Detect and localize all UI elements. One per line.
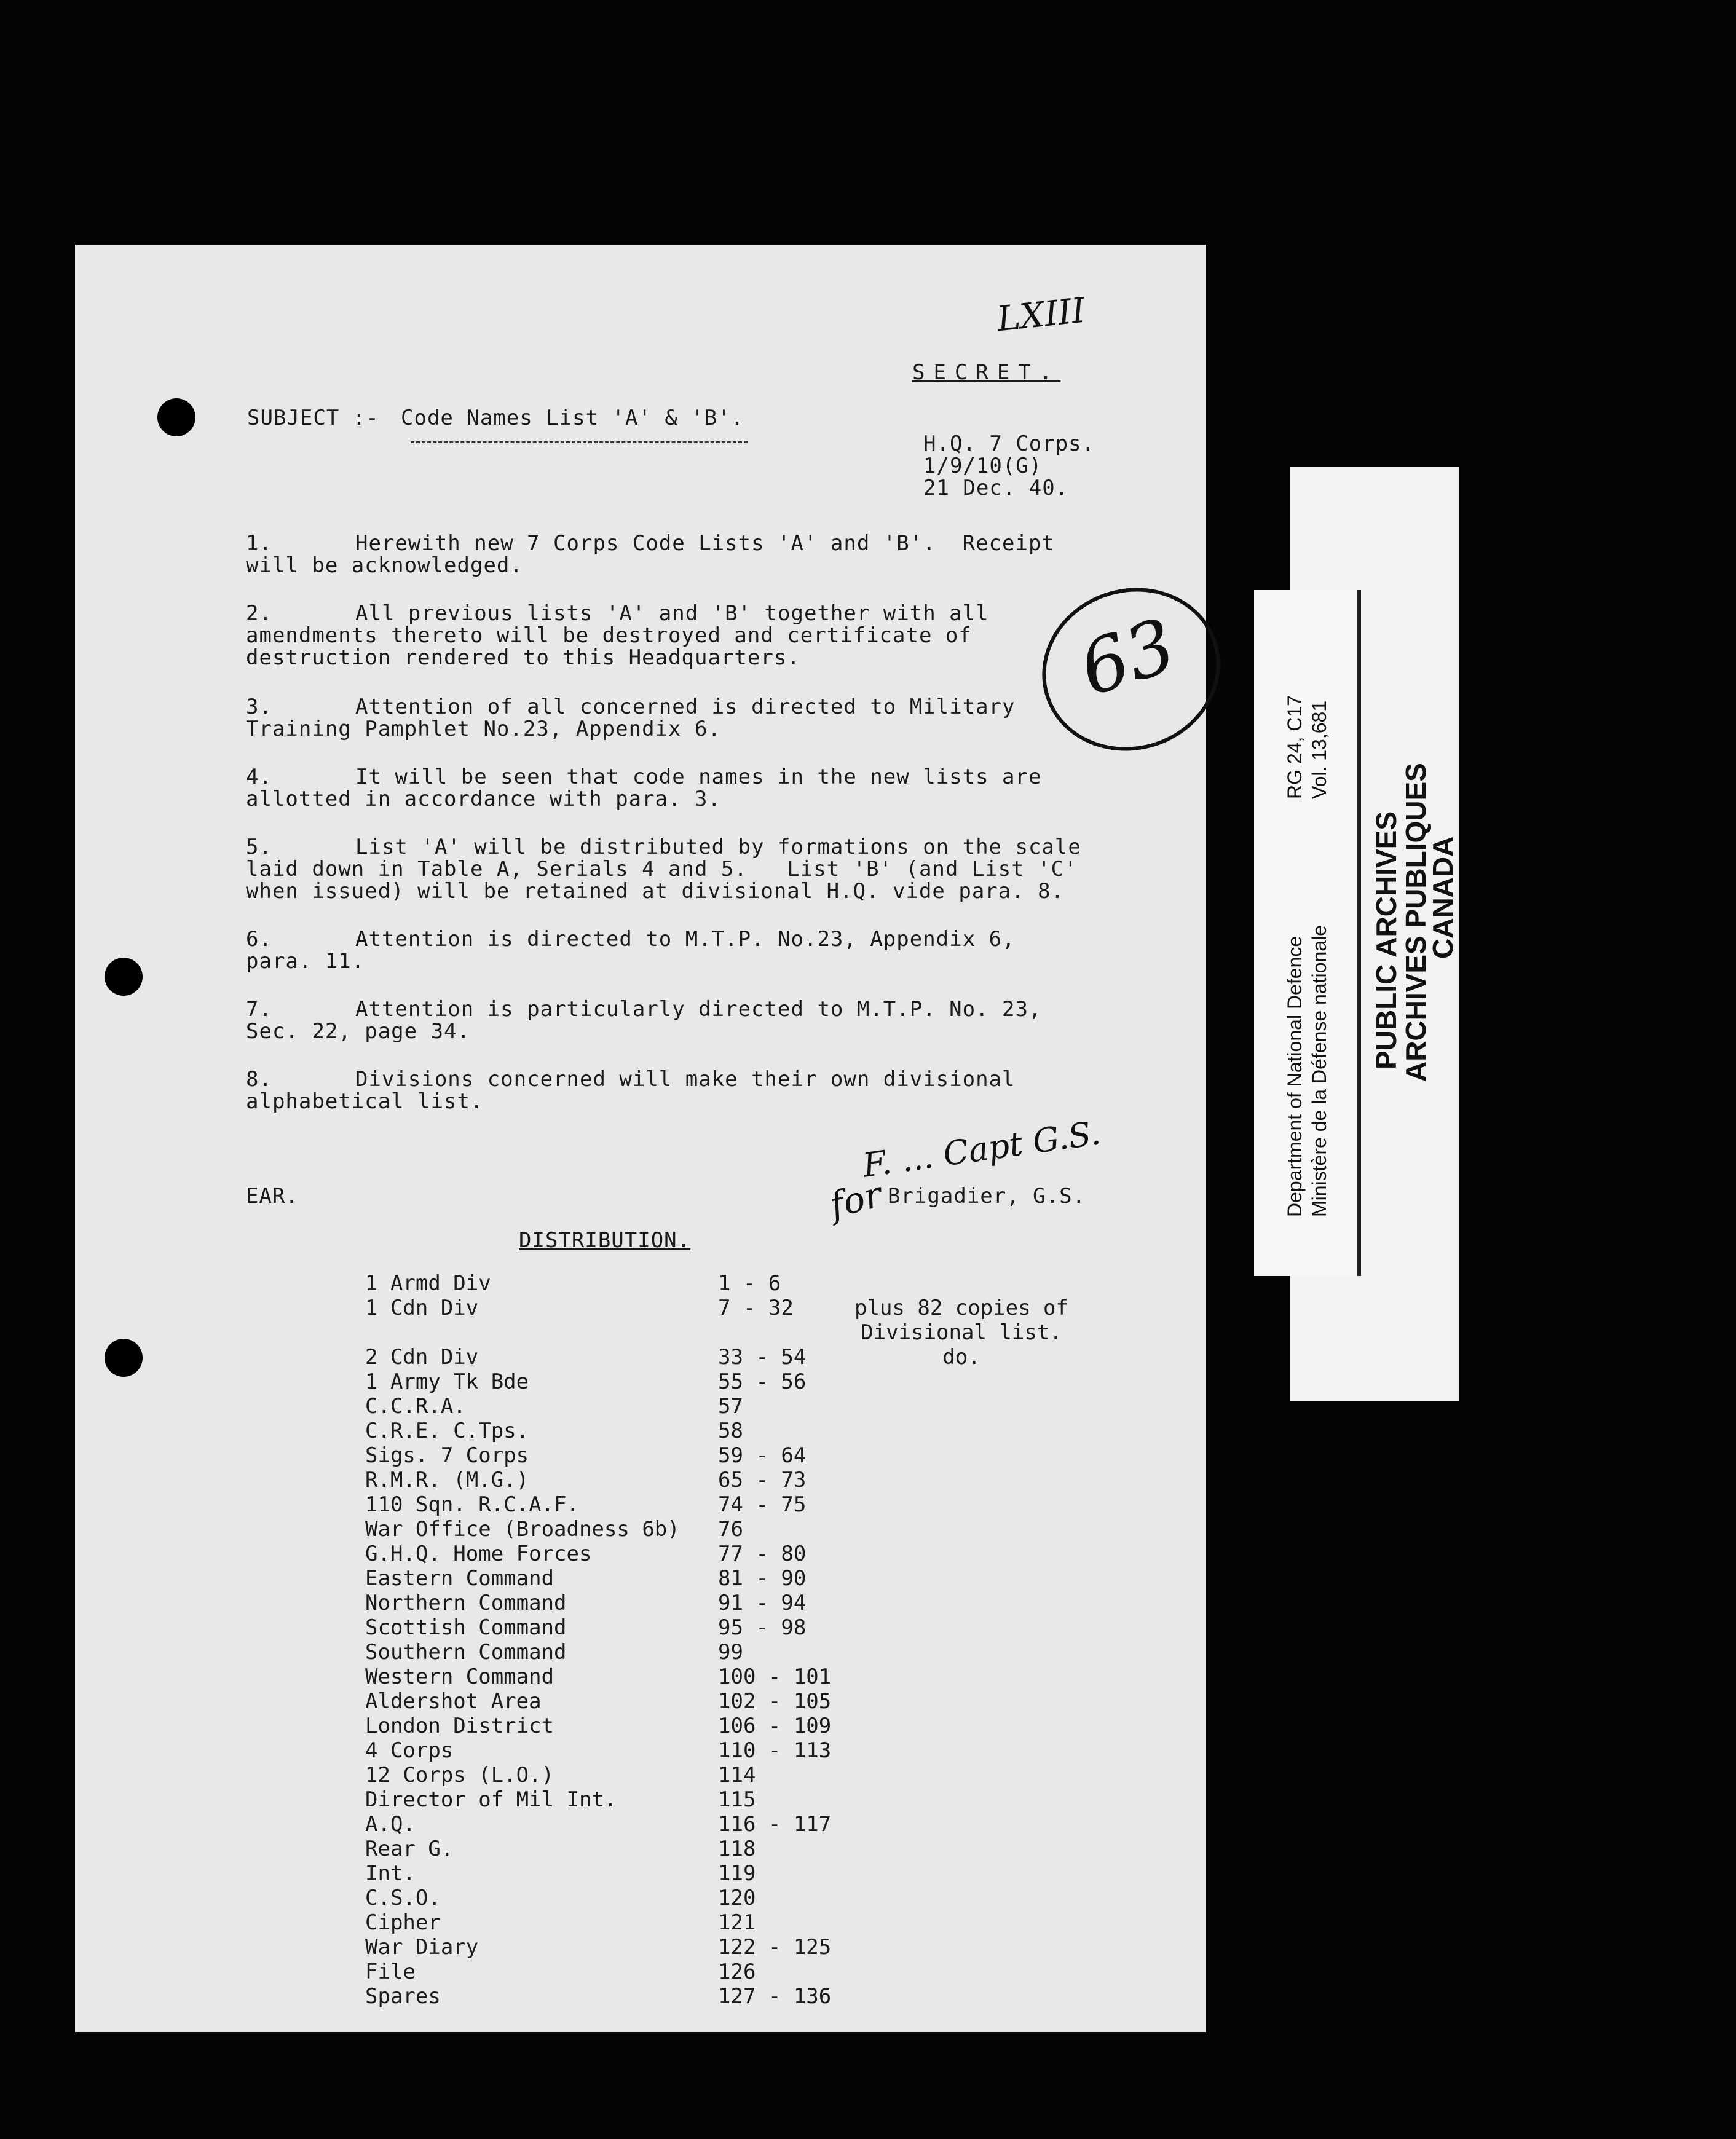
recipient-name: London District — [365, 1714, 554, 1738]
recipient-name: Cipher — [365, 1910, 441, 1935]
distribution-row — [365, 1738, 1091, 1763]
paragraph-line: amendments thereto will be destroyed and certificate of — [246, 623, 972, 648]
distribution-row — [365, 1960, 1091, 1984]
copy-numbers: 95 - 98 — [718, 1615, 807, 1640]
distribution-note — [832, 1763, 1091, 1787]
recipient-name: Western Command — [365, 1664, 554, 1689]
distribution-row — [365, 1935, 1091, 1960]
distribution-note — [832, 1542, 1091, 1566]
paragraph-number: 3. — [246, 695, 272, 719]
recipient-name: 1 Armd Div — [365, 1271, 491, 1296]
document-date: 21 Dec. 40. — [923, 476, 1069, 500]
distribution-row — [365, 1664, 1091, 1689]
handwritten-signature: F. ... Capt G.S. — [860, 1113, 1103, 1185]
copy-numbers: 100 - 101 — [718, 1664, 832, 1689]
recipient-name: 1 Cdn Div — [365, 1296, 479, 1320]
distribution-row — [365, 1345, 1091, 1369]
distribution-note — [832, 1910, 1091, 1935]
recipient-name: 110 Sqn. R.C.A.F. — [365, 1492, 579, 1517]
distribution-note: do. — [942, 1345, 980, 1369]
recipient-name: Aldershot Area — [365, 1689, 542, 1714]
paragraph-line: when issued) will be retained at divisional H.Q. vide para. 8. — [246, 879, 1065, 904]
paragraph-line: laid down in Table A, Serials 4 and 5. List 'B' (and List 'C' — [246, 857, 1078, 881]
copy-numbers: 74 - 75 — [718, 1492, 807, 1517]
distribution-row — [365, 1443, 1091, 1468]
paragraph-line: It will be seen that code names in the new lists are — [355, 765, 1042, 789]
distribution-row — [365, 1812, 1091, 1837]
copy-numbers: 119 — [718, 1861, 756, 1886]
copy-numbers: 121 — [718, 1910, 756, 1935]
punch-hole-top — [157, 398, 195, 436]
paragraph-line: allotted in accordance with para. 3. — [246, 787, 721, 811]
copy-numbers: 59 - 64 — [718, 1443, 807, 1468]
copy-numbers: 114 — [718, 1763, 756, 1787]
recipient-name: Scottish Command — [365, 1615, 567, 1640]
recipient-name: 2 Cdn Div — [365, 1345, 479, 1369]
distribution-row — [365, 1984, 1091, 2009]
paragraph-number: 7. — [246, 997, 272, 1022]
distribution-row — [365, 1886, 1091, 1910]
distribution-row — [365, 1837, 1091, 1861]
distribution-list — [365, 1271, 1091, 2009]
paragraph-line: Attention of all concerned is directed to Military — [355, 695, 1016, 719]
distribution-row — [365, 1714, 1091, 1738]
punch-hole-bottom — [105, 1339, 143, 1377]
recipient-name: Director of Mil Int. — [365, 1787, 617, 1812]
paragraph-line: destruction rendered to this Headquarters. — [246, 645, 800, 670]
recipient-name: 12 Corps (L.O.) — [365, 1763, 554, 1787]
paragraph-number: 4. — [246, 765, 272, 789]
recipient-name: 4 Corps — [365, 1738, 454, 1763]
punch-hole-middle — [105, 958, 143, 996]
distribution-note — [832, 1664, 1091, 1689]
recipient-name: Spares — [365, 1984, 441, 2009]
archive-volume: Vol. 13,681 — [1308, 700, 1330, 799]
paragraph-number: 2. — [246, 601, 272, 626]
paragraph-line: Training Pamphlet No.23, Appendix 6. — [246, 717, 721, 741]
archive-country: CANADA — [1427, 836, 1459, 959]
handwritten-reference: LXIII — [995, 290, 1087, 340]
distribution-note — [832, 1689, 1091, 1714]
copy-numbers: 91 - 94 — [718, 1591, 807, 1615]
copy-numbers: 126 — [718, 1960, 756, 1984]
recipient-name: C.C.R.A. — [365, 1394, 466, 1419]
recipient-name: A.Q. — [365, 1812, 416, 1837]
copy-numbers: 81 - 90 — [718, 1566, 807, 1591]
recipient-name: War Diary — [365, 1935, 479, 1960]
distribution-row — [365, 1787, 1091, 1812]
distribution-note — [832, 1517, 1091, 1542]
department-en: Department of National Defence — [1284, 936, 1306, 1217]
distribution-note: Divisional list. — [861, 1320, 1062, 1345]
paragraph-line: All previous lists 'A' and 'B' together with all — [355, 601, 989, 626]
paragraph-line: will be acknowledged. — [246, 553, 523, 578]
copy-numbers: 77 - 80 — [718, 1542, 807, 1566]
copy-numbers: 127 - 136 — [718, 1984, 832, 2009]
distribution-row — [365, 1271, 1091, 1296]
recipient-name: C.S.O. — [365, 1886, 441, 1910]
distribution-note — [832, 1615, 1091, 1640]
recipient-name: R.M.R. (M.G.) — [365, 1468, 529, 1492]
paragraph-line: alphabetical list. — [246, 1089, 484, 1114]
distribution-note: plus 82 copies of — [854, 1296, 1068, 1320]
copy-numbers — [718, 1320, 832, 1345]
distribution-row — [365, 1296, 1091, 1320]
archive-institution-en: PUBLIC ARCHIVES — [1370, 811, 1402, 1070]
distribution-row — [365, 1542, 1091, 1566]
distribution-note — [832, 1591, 1091, 1615]
distribution-row — [365, 1861, 1091, 1886]
distribution-note — [832, 1394, 1091, 1419]
distribution-note — [832, 1492, 1091, 1517]
subject-label: SUBJECT :- — [247, 406, 379, 430]
distribution-row — [365, 1591, 1091, 1615]
copy-numbers: 110 - 113 — [718, 1738, 832, 1763]
archive-reference-card — [1254, 590, 1361, 1276]
copy-numbers: 65 - 73 — [718, 1468, 807, 1492]
signatory-title: Brigadier, G.S. — [888, 1184, 1086, 1208]
distribution-table — [365, 1271, 1091, 2009]
recipient-name: C.R.E. C.Tps. — [365, 1419, 529, 1443]
distribution-note — [832, 1468, 1091, 1492]
recipient-name: Sigs. 7 Corps — [365, 1443, 529, 1468]
paragraph-line: Divisions concerned will make their own divisional — [355, 1067, 1016, 1092]
distribution-note — [832, 1271, 1091, 1296]
distribution-note — [832, 1837, 1091, 1861]
recipient-name: Int. — [365, 1861, 416, 1886]
distribution-row — [365, 1320, 1091, 1345]
distribution-note — [832, 1566, 1091, 1591]
paragraph-line: Sec. 22, page 34. — [246, 1019, 470, 1044]
copy-numbers: 33 - 54 — [718, 1345, 807, 1369]
subject-text: Code Names List 'A' & 'B'. — [401, 406, 744, 430]
copy-numbers: 118 — [718, 1837, 756, 1861]
distribution-note — [832, 1886, 1091, 1910]
distribution-row — [365, 1910, 1091, 1935]
department-fr: Ministère de la Défense nationale — [1308, 925, 1330, 1217]
paragraph-line: Herewith new 7 Corps Code Lists 'A' and 'B'. Receipt — [355, 531, 1055, 556]
distribution-row — [365, 1419, 1091, 1443]
distribution-row — [365, 1763, 1091, 1787]
distribution-note — [832, 1935, 1091, 1960]
classification-marking: SECRET. — [912, 360, 1061, 385]
distribution-note — [832, 1369, 1091, 1394]
folio-number: 63 — [1070, 602, 1186, 714]
paragraph-number: 5. — [246, 835, 272, 859]
distribution-row — [365, 1615, 1091, 1640]
copy-numbers: 7 - 32 — [718, 1296, 794, 1320]
copy-numbers: 106 - 109 — [718, 1714, 832, 1738]
archive-record-group: RG 24, C17 — [1284, 695, 1306, 799]
distribution-note — [832, 1960, 1091, 1984]
paragraph-number: 8. — [246, 1067, 272, 1092]
subject-underline — [411, 441, 748, 443]
copy-numbers: 116 - 117 — [718, 1812, 832, 1837]
hq-name: H.Q. 7 Corps. — [923, 431, 1095, 456]
distribution-note — [832, 1984, 1091, 2009]
copy-numbers: 58 — [718, 1419, 743, 1443]
distribution-row — [365, 1468, 1091, 1492]
paragraph-line: para. 11. — [246, 949, 365, 974]
copy-numbers: 55 - 56 — [718, 1369, 807, 1394]
recipient-name: 1 Army Tk Bde — [365, 1369, 529, 1394]
copy-numbers: 99 — [718, 1640, 743, 1664]
distribution-row — [365, 1640, 1091, 1664]
distribution-note — [832, 1714, 1091, 1738]
distribution-note — [832, 1443, 1091, 1468]
distribution-note — [832, 1861, 1091, 1886]
distribution-note — [832, 1738, 1091, 1763]
distribution-row — [365, 1517, 1091, 1542]
copy-numbers: 122 - 125 — [718, 1935, 832, 1960]
recipient-name: War Office (Broadness 6b) — [365, 1517, 680, 1542]
paragraph-number: 6. — [246, 927, 272, 951]
distribution-row — [365, 1566, 1091, 1591]
folio-number-circle — [1021, 565, 1242, 773]
paragraph-number: 1. — [246, 531, 272, 556]
paragraph-line: Attention is particularly directed to M.T.P. No. 23, — [355, 997, 1042, 1022]
document-page — [75, 245, 1206, 2032]
file-reference: 1/9/10(G) — [923, 454, 1043, 478]
copy-numbers: 1 - 6 — [718, 1271, 781, 1296]
archive-institution-fr: ARCHIVES PUBLIQUES — [1400, 763, 1432, 1082]
copy-numbers: 57 — [718, 1394, 743, 1419]
copy-numbers: 115 — [718, 1787, 756, 1812]
distribution-heading: DISTRIBUTION. — [519, 1228, 691, 1253]
recipient-name: Rear G. — [365, 1837, 454, 1861]
distribution-note — [832, 1812, 1091, 1837]
recipient-name — [365, 1320, 718, 1345]
recipient-name: Northern Command — [365, 1591, 567, 1615]
recipient-name: G.H.Q. Home Forces — [365, 1542, 592, 1566]
recipient-name: Southern Command — [365, 1640, 567, 1664]
distribution-note — [832, 1787, 1091, 1812]
paragraph-line: List 'A' will be distributed by formations on the scale — [355, 835, 1081, 859]
copy-numbers: 120 — [718, 1886, 756, 1910]
distribution-row — [365, 1492, 1091, 1517]
copy-numbers: 102 - 105 — [718, 1689, 832, 1714]
handwritten-for: for — [826, 1173, 886, 1227]
distribution-row — [365, 1689, 1091, 1714]
copy-numbers: 76 — [718, 1517, 743, 1542]
distribution-row — [365, 1394, 1091, 1419]
distribution-row — [365, 1369, 1091, 1394]
recipient-name: File — [365, 1960, 416, 1984]
distribution-note — [832, 1419, 1091, 1443]
recipient-name: Eastern Command — [365, 1566, 554, 1591]
distribution-note — [832, 1640, 1091, 1664]
paragraph-line: Attention is directed to M.T.P. No.23, Appendix 6, — [355, 927, 1016, 951]
typist-initials: EAR. — [246, 1184, 299, 1208]
